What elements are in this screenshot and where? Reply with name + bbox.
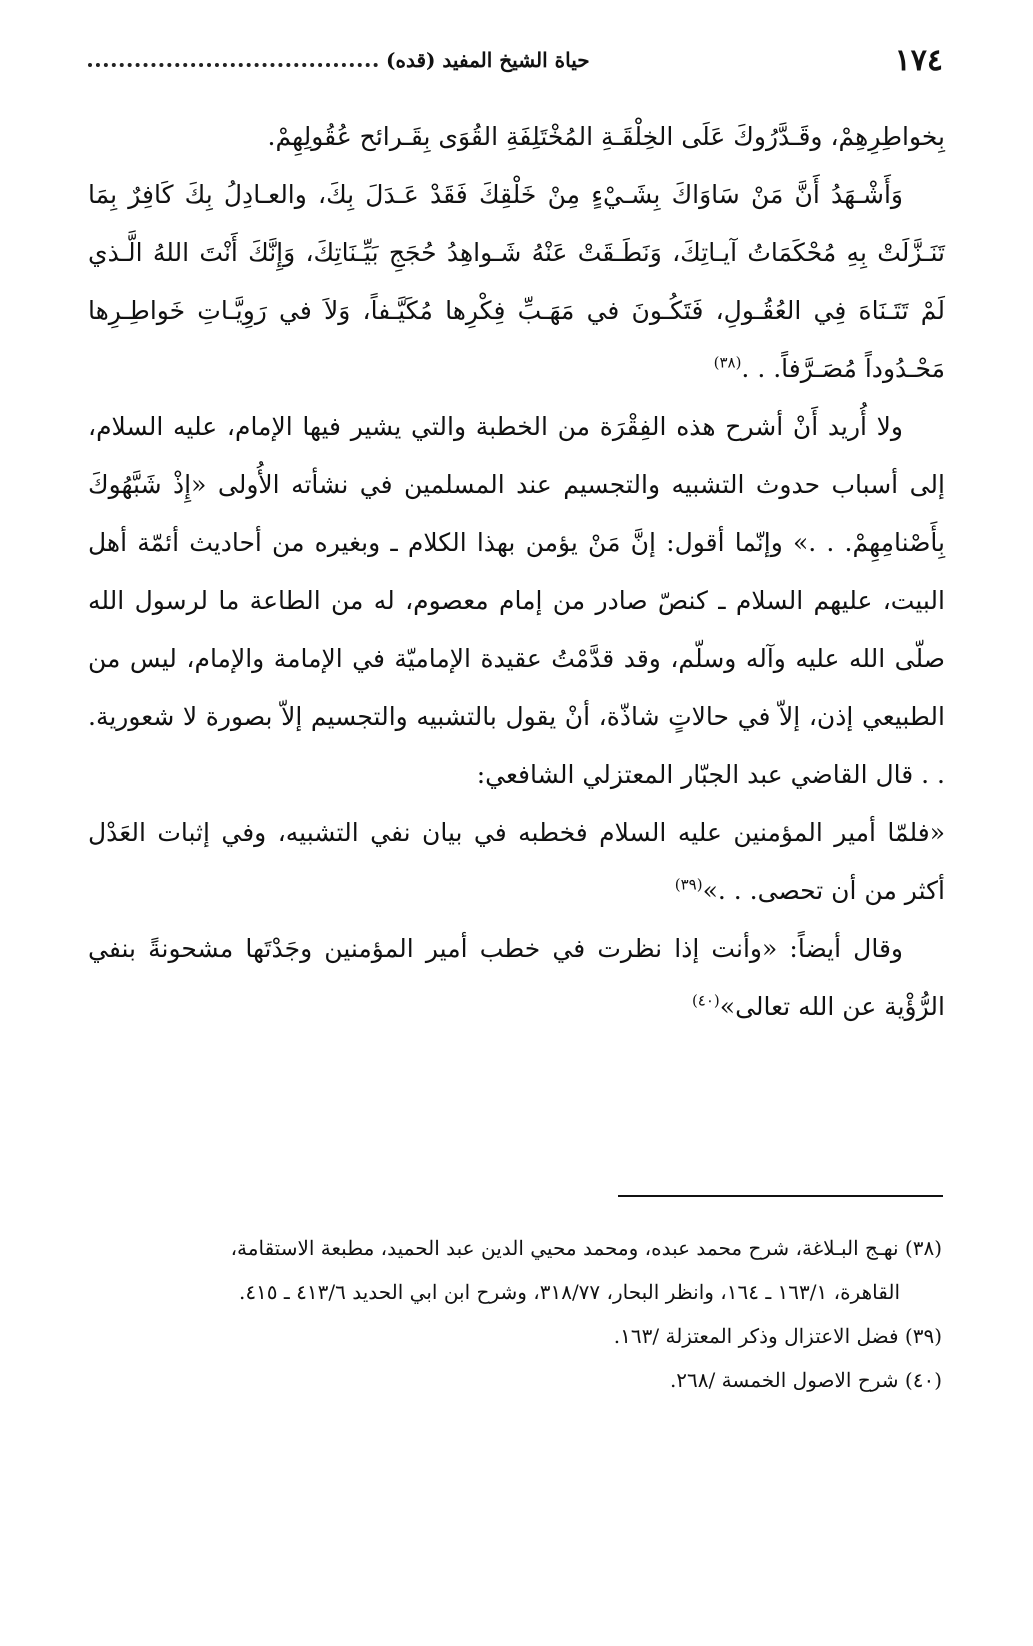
paragraph-1: بِخواطِرِهِمْ، وقَـدَّرُوكَ عَلَى الخِلْقَـةِ المُخْتَلِفَةِ القُوَى بِقَـرائح عُقُولِهِمْ. [267, 122, 945, 151]
footnote-40: (٤٠) شرح الاصول الخمسة /٢٦٨. [669, 1368, 942, 1392]
dotted-leader [88, 63, 378, 67]
paragraph-4-text: «فلمّا أمير المؤمنين عليه السلام فخطبه في بيان نفي التشبيه، وفي إثبات العَدْل أكثر من أن تحصى. . .» [88, 818, 945, 905]
footnotes [92, 1226, 942, 1402]
footnote-divider [618, 1195, 943, 1197]
footnote-38-continued: القاهرة، ١٦٣/١ ـ ١٦٤، وانظر البحار، ٣١٨/٧٧، وشرح ابن ابي الحديد ٤١٣/٦ ـ ٤١٥. [238, 1280, 900, 1304]
running-title: حياة الشيخ المفيد (قده) [386, 48, 590, 72]
footnote-38: (٣٨) نهـج البـلاغة، شرح محمد عبده، ومحمد محيي الدين عبد الحميد، مطبعة الاستقامة، [230, 1236, 942, 1260]
footnote-ref-39: (٣٩) [674, 875, 703, 894]
paragraph-4 [88, 804, 945, 920]
page-header [88, 40, 943, 80]
paragraph-5-text: وقال أيضاً: «وأنت إذا نظرت في خطب أمير المؤمنين وجَدْتَها مشحونةً بنفي الرُّؤْية عن الله تعالى» [88, 934, 945, 1021]
main-text [88, 108, 945, 1036]
running-title-group [88, 48, 590, 72]
footnote-39: (٣٩) فضل الاعتزال وذكر المعتزلة /١٦٣. [613, 1324, 942, 1348]
paragraph-2 [88, 166, 945, 398]
page-number: ١٧٤ [894, 42, 943, 78]
paragraph-2-text: وَأَشْـهَدُ أَنَّ مَنْ سَاوَاكَ بِشَـيْءٍ مِنْ خَلْقِكَ فَقَدْ عَـدَلَ بِكَ، والعـادِلُ بِكَ كَافِرٌ بِمَا تَنَـزَّلَتْ بِهِ مُحْكَمَاتُ آيـاتِكَ، وَنَطَـقَتْ عَنْهُ شَـواهِدُ حُجَجِ بَيِّـنَاتِكَ، وَإِنَّكَ أَنْتَ اللهُ الَّـذي لَمْ تَتَـنَاهَ فِي العُقُـولِ، فَتَكُـونَ في مَهَـبِّ فِكْرِها مُكَيَّـفاً، وَلاَ في رَوِيَّـاتِ خَواطِـرِها مَحْـدُوداً مُصَـرَّفاً. . . [88, 180, 945, 383]
footnote-ref-40: (٤٠) [691, 991, 720, 1010]
footnote-ref-38: (٣٨) [713, 353, 742, 372]
paragraph-5 [88, 920, 945, 1036]
paragraph-3: ولا أُريد أَنْ أشرح هذه الفِقْرَة من الخطبة والتي يشير فيها الإمام، عليه السلام، إلى أسباب حدوث التشبيه والتجسيم عند المسلمين في نشأته الأُولى «إِذْ شَبَّهُوكَ بِأَصْنامِهِمْ. . .» وإنّما أقول: إنَّ مَنْ يؤمن بهذا الكلام ـ وبغيره من أحاديث أئمّة أهل البيت، عليهم السلام ـ كنصّ صادر من إمام معصوم، له من الطاعة ما لرسول الله صلّى الله عليه وآله وسلّم، وقد قدَّمْتُ عقيدة الإماميّة في الإمامة والإمام، ليس من الطبيعي إذن، إلاّ في حالاتٍ شاذّة، أنْ يقول بالتشبيه والتجسيم إلاّ بصورة لا شعورية. . . قال القاضي عبد الجبّار المعتزلي الشافعي: [88, 412, 945, 789]
